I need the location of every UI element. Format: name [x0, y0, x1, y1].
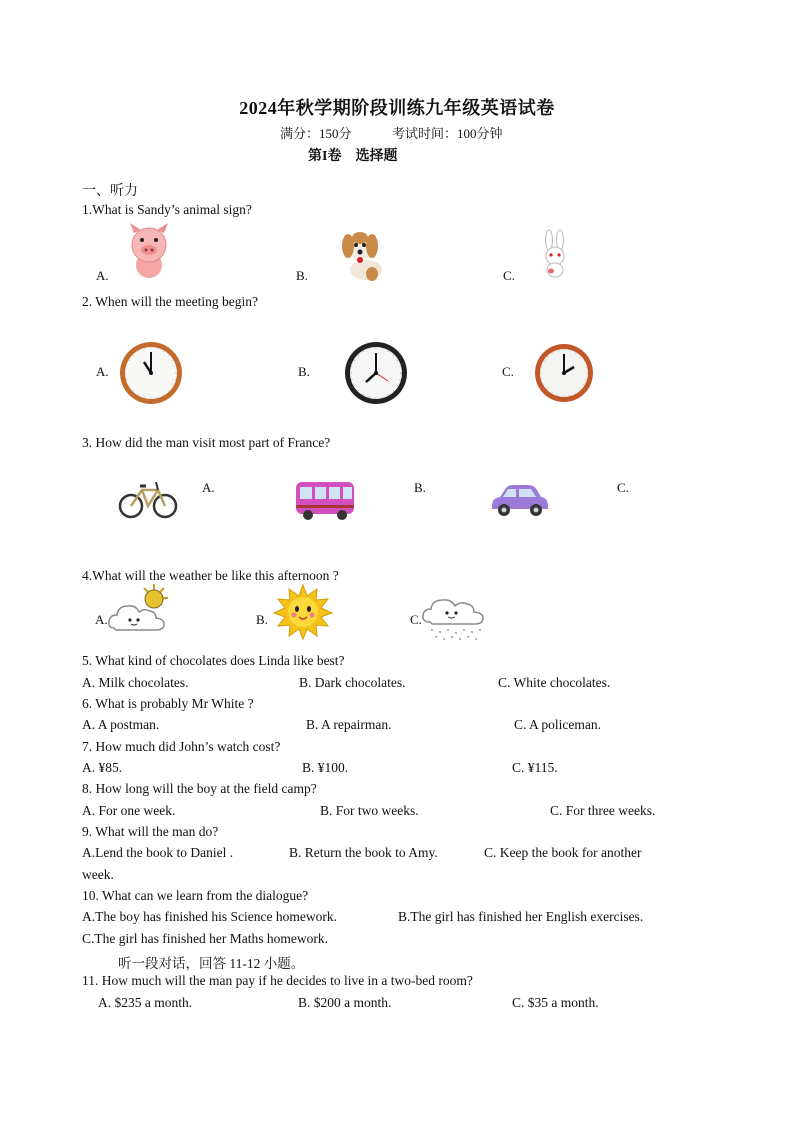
- bus-icon: [294, 478, 356, 522]
- q10-option-c: C.The girl has finished her Maths homework.: [82, 931, 328, 946]
- q2-option-b-label: B.: [298, 364, 310, 379]
- q1-option-b-label: B.: [296, 268, 308, 283]
- q6-option-b: B. A repairman.: [306, 717, 392, 732]
- instruction-11-12: 听一段对话，回答 11-12 小题。: [118, 956, 305, 971]
- q9-option-b: B. Return the book to Amy.: [289, 845, 438, 860]
- q5-option-c: C. White chocolates.: [498, 675, 611, 690]
- rabbit-icon: [538, 230, 572, 278]
- q8-option-a: A. For one week.: [82, 803, 176, 818]
- q7-option-c: C. ¥115.: [512, 760, 558, 775]
- q11-option-c: C. $35 a month.: [512, 995, 599, 1010]
- q2-option-a-label: A.: [96, 364, 109, 379]
- q5-option-a: A. Milk chocolates.: [82, 675, 189, 690]
- clock-icon: [534, 343, 594, 403]
- full-score: 满分：150分: [280, 126, 352, 141]
- q6-option-a: A. A postman.: [82, 717, 160, 732]
- question-5: 5. What kind of chocolates does Linda like best?: [82, 653, 345, 668]
- q9-option-a: A.Lend the book to Daniel .: [82, 845, 234, 860]
- question-2: 2. When will the meeting begin?: [82, 294, 258, 309]
- q5-option-b: B. Dark chocolates.: [299, 675, 406, 690]
- question-10: 10. What can we learn from the dialogue?: [82, 888, 309, 903]
- q7-option-a: A. ¥85.: [82, 760, 123, 775]
- car-icon: [488, 478, 550, 520]
- question-7: 7. How much did John’s watch cost?: [82, 739, 281, 754]
- clock-icon: [118, 340, 184, 406]
- exam-time: 考试时间：100分钟: [392, 126, 503, 141]
- section-listening: 一、听力: [82, 184, 138, 199]
- exam-title: 2024年秋学期阶段训练九年级英语试卷: [239, 98, 555, 118]
- q4-option-b-label: B.: [256, 612, 268, 627]
- q9-option-c: C. Keep the book for another: [484, 845, 642, 860]
- clock-icon: [344, 341, 408, 405]
- question-6: 6. What is probably Mr White ?: [82, 696, 254, 711]
- cloudy-sun-icon: [106, 582, 176, 638]
- q3-option-a-label: A.: [202, 480, 215, 495]
- q3-option-c-label: C.: [617, 480, 629, 495]
- question-3: 3. How did the man visit most part of France?: [82, 435, 331, 450]
- pig-icon: [124, 225, 174, 280]
- q7-option-b: B. ¥100.: [302, 760, 349, 775]
- q10-option-b: B.The girl has finished her English exercises.: [398, 909, 644, 924]
- q11-option-a: A. $235 a month.: [98, 995, 193, 1010]
- q1-option-c-label: C.: [503, 268, 515, 283]
- q4-option-a-label: A.: [95, 612, 108, 627]
- q6-option-c: C. A policeman.: [514, 717, 601, 732]
- part-title: 第I卷 选择题: [308, 149, 398, 164]
- question-4: 4.What will the weather be like this afternoon ?: [82, 568, 339, 583]
- q4-option-c-label: C.: [410, 612, 422, 627]
- question-11: 11. How much will the man pay if he decides to live in a two-bed room?: [82, 973, 473, 988]
- snow-cloud-icon: [420, 592, 490, 644]
- q3-option-b-label: B.: [414, 480, 426, 495]
- bicycle-icon: [118, 476, 178, 520]
- q8-option-b: B. For two weeks.: [320, 803, 419, 818]
- sun-icon: [270, 584, 336, 640]
- q9-option-c-continued: week.: [82, 867, 114, 882]
- q2-option-c-label: C.: [502, 364, 514, 379]
- q8-option-c: C. For three weeks.: [550, 803, 656, 818]
- question-1: 1.What is Sandy’s animal sign?: [82, 202, 252, 217]
- q1-option-a-label: A.: [96, 268, 109, 283]
- question-8: 8. How long will the boy at the field camp?: [82, 781, 317, 796]
- q10-option-a: A.The boy has finished his Science homework.: [82, 909, 337, 924]
- q11-option-b: B. $200 a month.: [298, 995, 392, 1010]
- dog-icon: [336, 226, 390, 282]
- question-9: 9. What will the man do?: [82, 824, 219, 839]
